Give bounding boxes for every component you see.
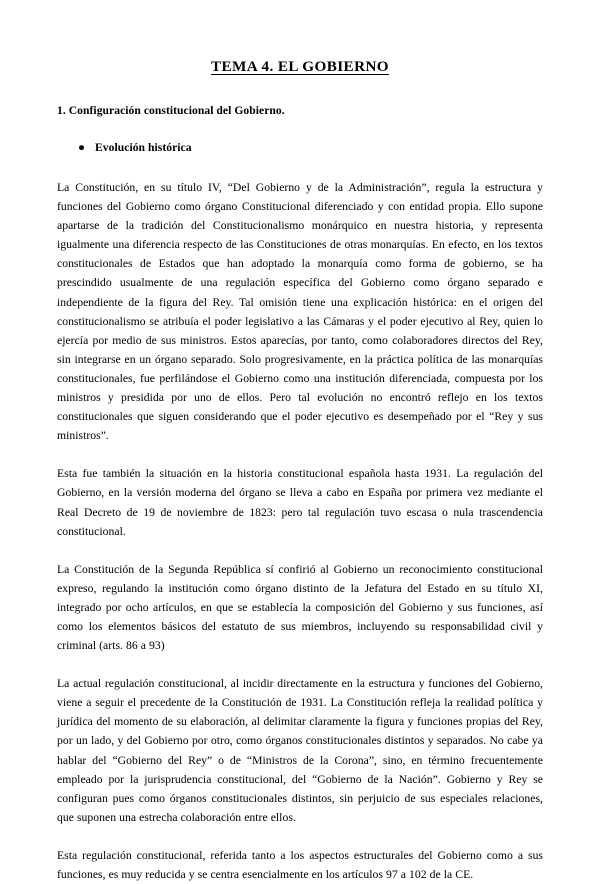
- bullet-point-icon: ●: [78, 141, 86, 154]
- section-heading-1: 1. Configuración constitucional del Gobierno.: [57, 104, 285, 117]
- list-item: [57, 120, 543, 157]
- body-paragraph-5: Esta regulación constitucional, referida tanto a los aspectos estructurales del Gobierno como a sus funciones, es muy reducida y se centra esencialmente en los artículos 97 a 102 de la CE.: [57, 848, 543, 881]
- document-content: [57, 0, 543, 884]
- bullet-list: [57, 120, 543, 157]
- body-paragraph-3: La Constitución de la Segunda República sí confirió al Gobierno un reconocimiento constitucional expreso, regulando la institución como órgano distinto de la Jefatura del Estado en su título XI, integrado por ocho artículos, en que se establecía la composición del Gobierno y sus funciones, así como los elementos básicos del estatuto de sus miembros, incluyendo su responsabilidad civil y criminal (arts. 86 a 93): [57, 562, 543, 653]
- list-item-label: Evolución histórica: [95, 141, 192, 154]
- body-paragraph-1: La Constitución, en su título IV, “Del Gobierno y de la Administración”, regula la estructura y funciones del Gobierno como órgano Constitucional diferenciado y con entidad propia. Ello supone apartarse de la tradición del Constitucionalismo monárquico en nuestra historia, y representa igualmente una diferencia respecto de las Constituciones de otras monarquías. En efecto, en los textos constitucionales de Estados que han adoptado la monarquía como forma de gobierno, se ha prescindido usualmente de una regulación específica del Gobierno como órgano separado e independiente de la figura del Rey. Tal omisión tiene una explicación histórica: en el origen del constitucionalismo se atribuía el poder legislativo a las Cámaras y el poder ejecutivo al Rey, quien lo ejercía por medio de sus ministros. Estos aparecías, por tanto, como colaboradores directos del Rey, sin integrarse en un órgano separado. Solo progresivamente, en la práctica política de las monarquías constitucionales, fue perfilándose el Gobierno como una institución diferenciada, compuesta por los ministros y presidida por uno de ellos. Pero tal evolución no encontró reflejo en los textos constitucionales que siguen considerando que el poder ejecutivo es desempeñado por el “Rey y sus ministros”.: [57, 181, 543, 443]
- page-title: TEMA 4. EL GOBIERNO: [210, 58, 390, 75]
- body-paragraph-4: La actual regulación constitucional, al incidir directamente en la estructura y funciones del Gobierno, viene a seguir el precedente de la Constitución de 1931. La Constitución refleja la realidad política y jurídica del momento de su elaboración, al delimitar claramente la figura y funciones propias del Rey, por un lado, y del Gobierno por otro, como órganos constitucionales distintos y separados. No cabe ya hablar del “Gobierno del Rey” o de “Ministros de la Corona”, sino, en término frecuentemente empleado por la jurisprudencia constitucional, del “Gobierno de la Nación”. Gobierno y Rey se configuran pues como órganos constitucionales distintos, sin perjuicio de sus especiales relaciones, que suponen una estrecha colaboración entre ellos.: [57, 677, 543, 824]
- body-paragraph-2: Esta fue también la situación en la historia constitucional española hasta 1931. La regulación del Gobierno, en la versión moderna del órgano se lleva a cabo en España por primera vez mediante el Real Decreto de 19 de noviembre de 1823: pero tal regulación tuvo escasa o nula trascendencia constitucional.: [57, 467, 543, 538]
